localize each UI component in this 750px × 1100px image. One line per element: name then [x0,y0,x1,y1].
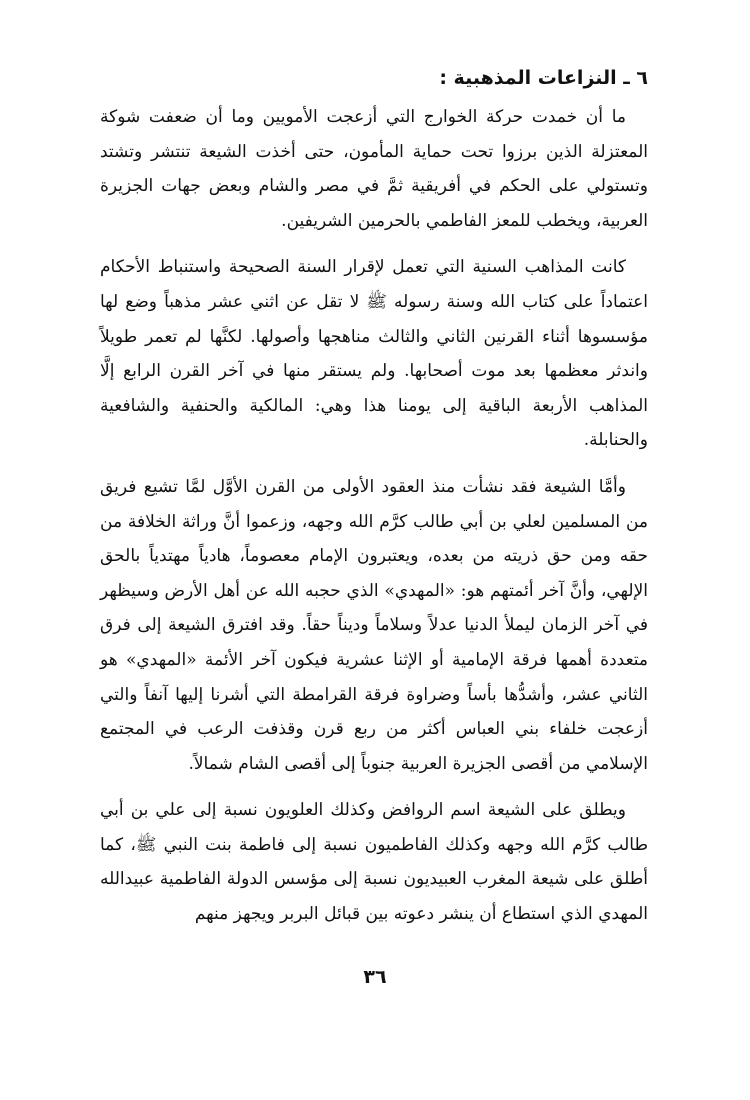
page-number: ٣٦ [363,966,387,988]
paragraph-3: وأمَّا الشيعة فقد نشأت منذ العقود الأولى من القرن الأوَّل لمَّا تشيع فريق من المسلمين لعلي بن أبي طالب كرَّم الله وجهه، وزعموا أنَّ وراثة الخلافة من حقه ومن حق ذريته من بعده، ويعتبرون الإمام معصوماً، هادياً مهتدياً بالحق الإلهي، وأنَّ آخر أئمتهم هو: «المهدي» الذي حجبه الله عن أهل الأرض وسيظهر في آخر الزمان ليملأ الدنيا عدلاً وسلاماً وديناً حقاً. وقد افترق الشيعة إلى فرق متعددة أهمها فرقة الإمامية أو الإثنا عشرية فيكون آخر الأئمة «المهدي» هو الثاني عشر، وأشدُّها بأساً وضراوة فرقة القرامطة التي أشرنا إليها آنفاً والتي أزعجت خلفاء بني العباس أكثر من ربع قرن وقذفت الرعب في المجتمع الإسلامي من أقصى الجزيرة العربية جنوباً إلى أقصى الشام شمالاً. [100,476,648,774]
paragraph-2: كانت المذاهب السنية التي تعمل لإقرار السنة الصحيحة واستنباط الأحكام اعتماداً على كتاب الله وسنة رسوله ﷺ لا تقل عن اثني عشر مذهباً وضع لها مؤسسوها أثناء القرنين الثاني والثالث مناهجها وأصولها. لكنَّها لم تعمر طويلاً واندثر معظمها بعد موت أصحابها. ولم يستقر منها في آخر القرن الرابع إلَّا المذاهب الأربعة الباقية إلى يومنا هذا وهي: المالكية والحنفية والشافعية والحنابلة. [100,257,648,451]
paragraph-4: ويطلق على الشيعة اسم الروافض وكذلك العلويون نسبة إلى علي بن أبي طالب كرَّم الله وجهه وكذلك الفاطميون نسبة إلى فاطمة بنت النبي ﷺ، كما أطلق على شيعة المغرب العبيديون نسبة إلى مؤسس الدولة الفاطمية عبيدالله المهدي الذي استطاع أن ينشر دعوته بين قبائل البربر ويجهز منهم [100,800,648,925]
section-heading: ٦ ـ النزاعات المذهبية : [439,67,648,89]
paragraph-1: ما أن خمدت حركة الخوارج التي أزعجت الأمويين وما أن ضعفت شوكة المعتزلة الذين برزوا تحت حماية المأمون، حتى أخذت الشيعة تنتشر وتشتد وتستولي على الحكم في أفريقية ثمَّ في مصر والشام وبعض جهات الجزيرة العربية، ويخطب للمعز الفاطمي بالحرمين الشريفين. [100,107,648,231]
page-body [100,60,648,944]
